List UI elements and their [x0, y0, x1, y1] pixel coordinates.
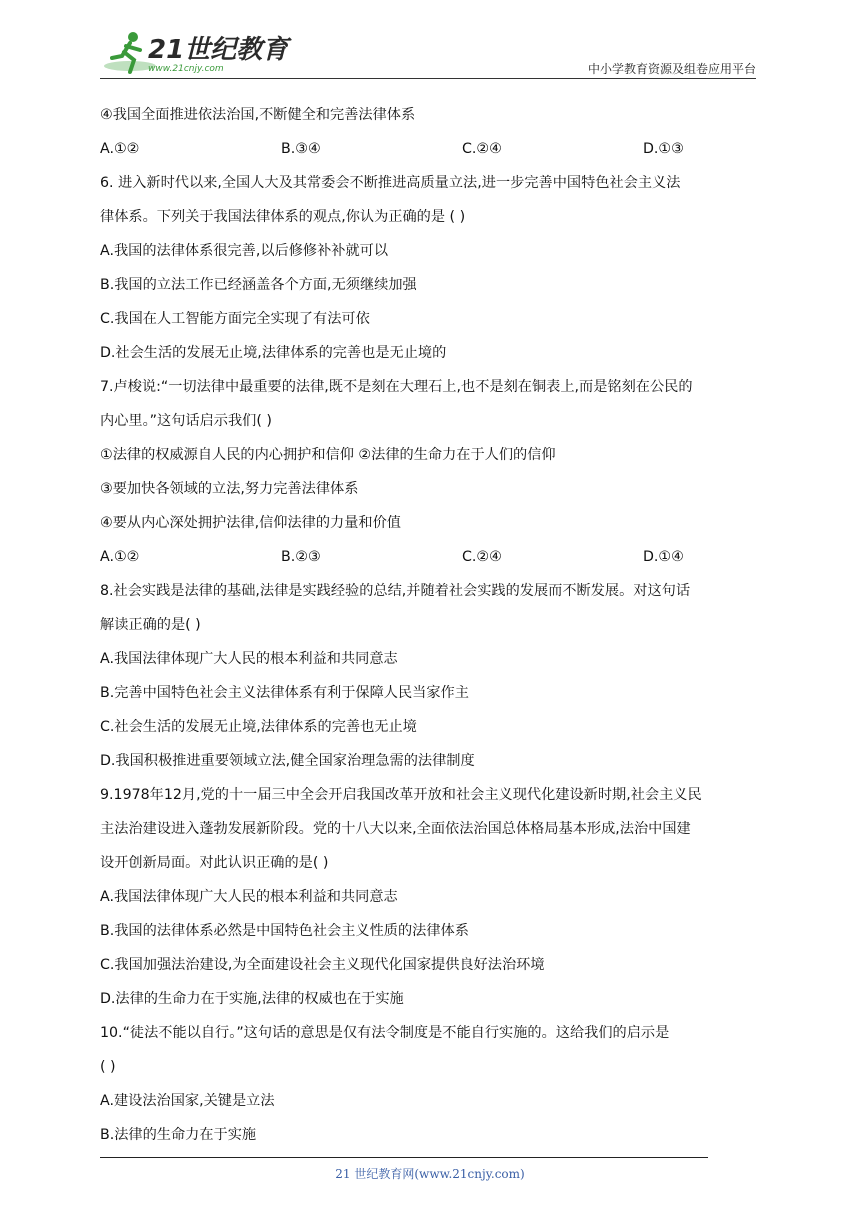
footer-text: 21 世纪教育网(www.21cnjy.com) [335, 1167, 525, 1181]
option-a: A.①② [100, 549, 140, 565]
question-9-option-c: C.我国加强法治建设,为全面建设社会主义现代化国家提供良好法治环境 [100, 957, 545, 973]
question-10-stem: 10.“徒法不能以自行。”这句话的意思是仅有法令制度是不能自行实施的。这给我们的启示是 [100, 1025, 670, 1041]
question-6-option-b: B.我国的立法工作已经涵盖各个方面,无须继续加强 [100, 277, 417, 293]
question-9-stem-cont: 主法治建设进入蓬勃发展新阶段。党的十八大以来,全面依法治国总体格局基本形成,法治中国建 [100, 821, 691, 837]
question-6-stem-cont: 律体系。下列关于我国法律体系的观点,你认为正确的是 ( ) [100, 209, 466, 225]
page-header [100, 28, 756, 80]
options-row [100, 540, 764, 574]
option-d: D.①④ [643, 549, 684, 565]
question-7-stem-cont: 内心里。”这句话启示我们( ) [100, 413, 272, 429]
option-c: C.②④ [462, 549, 502, 565]
option-b: B.②③ [281, 549, 321, 565]
option-c: C.②④ [462, 141, 502, 157]
options-row [100, 132, 764, 166]
question-8-stem-cont: 解读正确的是( ) [100, 617, 201, 633]
question-10-blank: ( ) [100, 1059, 116, 1075]
question-9-stem: 9.1978年12月,党的十一届三中全会开启我国改革开放和社会主义现代化建设新时期,社会主义民 [100, 787, 702, 803]
question-content [100, 98, 764, 1152]
question-7-statement-4: ④要从内心深处拥护法律,信仰法律的力量和价值 [100, 515, 401, 531]
question-9-option-b: B.我国的法律体系必然是中国特色社会主义性质的法律体系 [100, 923, 469, 939]
question-10-option-a: A.建设法治国家,关键是立法 [100, 1093, 275, 1109]
question-10-option-b: B.法律的生命力在于实施 [100, 1127, 257, 1143]
question-7-statement-3: ③要加快各领域的立法,努力完善法律体系 [100, 481, 359, 497]
footer-divider [100, 1157, 708, 1158]
header-divider [100, 78, 756, 79]
option-a: A.①② [100, 141, 140, 157]
question-9-option-d: D.法律的生命力在于实施,法律的权威也在于实施 [100, 991, 404, 1007]
question-8-option-d: D.我国积极推进重要领域立法,健全国家治理急需的法律制度 [100, 753, 475, 769]
question-7-statement-1-2: ①法律的权威源自人民的内心拥护和信仰 ②法律的生命力在于人们的信仰 [100, 447, 556, 463]
question-6-option-d: D.社会生活的发展无止境,法律体系的完善也是无止境的 [100, 345, 447, 361]
question-6-stem: 6. 进入新时代以来,全国人大及其常委会不断推进高质量立法,进一步完善中国特色社会主义法 [100, 175, 681, 191]
logo [100, 28, 289, 78]
option-d: D.①③ [643, 141, 684, 157]
question-6-option-a: A.我国的法律体系很完善,以后修修补补就可以 [100, 243, 389, 259]
header-platform-text: 中小学教育资源及组卷应用平台 [587, 62, 756, 76]
question-7-stem: 7.卢梭说:“一切法律中最重要的法律,既不是刻在大理石上,也不是刻在铜表上,而是铭刻在公民的 [100, 379, 693, 395]
option-b: B.③④ [281, 141, 321, 157]
question-8-option-b: B.完善中国特色社会主义法律体系有利于保障人民当家作主 [100, 685, 469, 701]
question-8-option-c: C.社会生活的发展无止境,法律体系的完善也无止境 [100, 719, 417, 735]
question-9-option-a: A.我国法律体现广大人民的根本利益和共同意志 [100, 889, 398, 905]
logo-url: www.21cnjy.com [148, 64, 224, 74]
logo-text: 21世纪教育 [148, 35, 289, 65]
question-9-stem-end: 设开创新局面。对此认识正确的是( ) [100, 855, 329, 871]
question-8-option-a: A.我国法律体现广大人民的根本利益和共同意志 [100, 651, 398, 667]
question-8-stem: 8.社会实践是法律的基础,法律是实践经验的总结,并随着社会实践的发展而不断发展。对这句话 [100, 583, 691, 599]
text-line: ④我国全面推进依法治国,不断健全和完善法律体系 [100, 107, 416, 123]
question-6-option-c: C.我国在人工智能方面完全实现了有法可依 [100, 311, 370, 327]
